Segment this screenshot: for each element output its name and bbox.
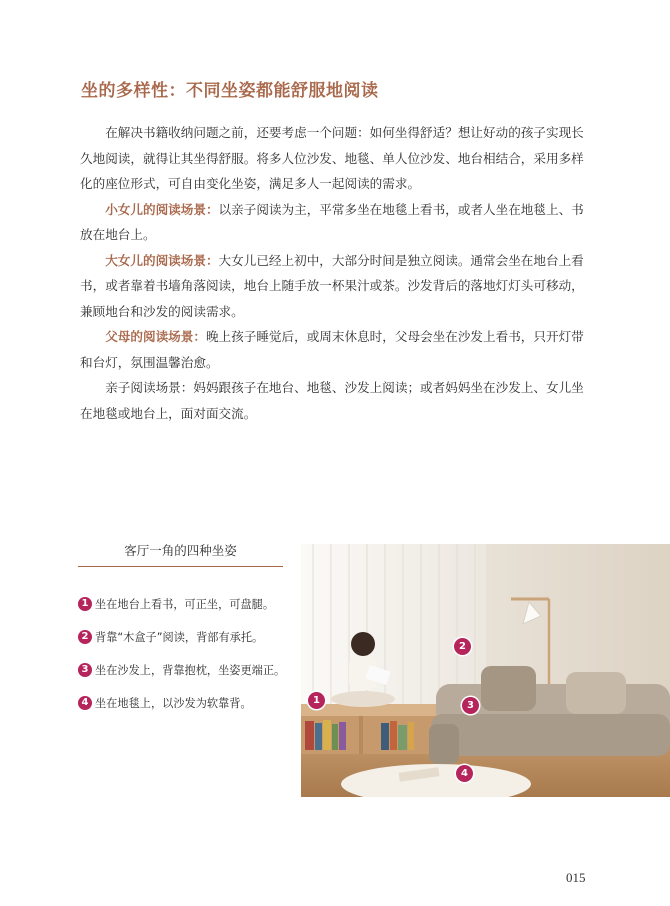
legend-item (78, 620, 283, 653)
section-title: 坐的多样性：不同坐姿都能舒服地阅读 (81, 81, 379, 101)
legend-text: 坐在地台上看书，可正坐，可盘腿。 (95, 597, 275, 611)
number-badge-icon: 2 (78, 630, 92, 644)
legend-text: 背靠“木盒子”阅读，背部有承托。 (95, 630, 264, 644)
paragraph-intro: 在解决书籍收纳问题之前，还要考虑一个问题：如何坐得舒适？想让好动的孩子实现长久地阅读，就得让其坐得舒服。将多人位沙发、地毯、单人位沙发、地台相结合，采用多样化的座位形式，可自由变化坐姿，满足多人一起阅读的需求。 (80, 125, 584, 191)
photo-marker-4: 4 (456, 765, 473, 782)
photo-marker-2: 2 (454, 638, 471, 655)
paragraph-lead: 小女儿的阅读场景： (105, 201, 219, 217)
legend-item (78, 587, 283, 620)
legend-text: 坐在地毯上，以沙发为软靠背。 (95, 696, 252, 710)
page-number: 015 (566, 870, 586, 885)
photo-marker-3: 3 (462, 697, 479, 714)
caption-title: 客厅一角的四种坐姿 (78, 541, 283, 567)
legend-list (78, 587, 286, 719)
living-room-photo (301, 544, 670, 797)
paragraph-lead: 父母的阅读场景： (105, 329, 206, 344)
body-text (80, 120, 592, 426)
number-badge-icon: 3 (78, 663, 92, 677)
paragraph-elder-daughter: 大女儿的阅读场景：大女儿已经上初中，大部分时间是独立阅读。通常会坐在地台上看书，或者靠着书墙角落阅读，地台上随手放一杯果汁或茶。沙发背后的落地灯灯头可移动，兼顾地台和沙发的阅读需求。 (80, 252, 584, 319)
paragraph-younger-daughter: 小女儿的阅读场景：以亲子阅读为主，平常多坐在地毯上看书，或者人坐在地毯上、书放在地台上。 (80, 201, 584, 242)
number-badge-icon: 4 (78, 696, 92, 710)
photo-caption (78, 541, 286, 719)
living-room-illustration (301, 544, 670, 797)
legend-item (78, 686, 283, 719)
legend-text: 坐在沙发上，背靠抱枕，坐姿更端正。 (95, 663, 286, 677)
paragraph-parents: 父母的阅读场景：晚上孩子睡觉后，或周末休息时，父母会坐在沙发上看书，只开灯带和台灯，氛围温馨治愈。 (80, 329, 584, 370)
paragraph-parent-child: 亲子阅读场景：妈妈跟孩子在地台、地毯、沙发上阅读；或者妈妈坐在沙发上、女儿坐在地毯或地台上，面对面交流。 (80, 380, 584, 421)
legend-item (78, 653, 286, 686)
number-badge-icon: 1 (78, 597, 92, 611)
paragraph-lead: 大女儿的阅读场景： (105, 252, 219, 268)
photo-marker-1: 1 (308, 692, 325, 709)
